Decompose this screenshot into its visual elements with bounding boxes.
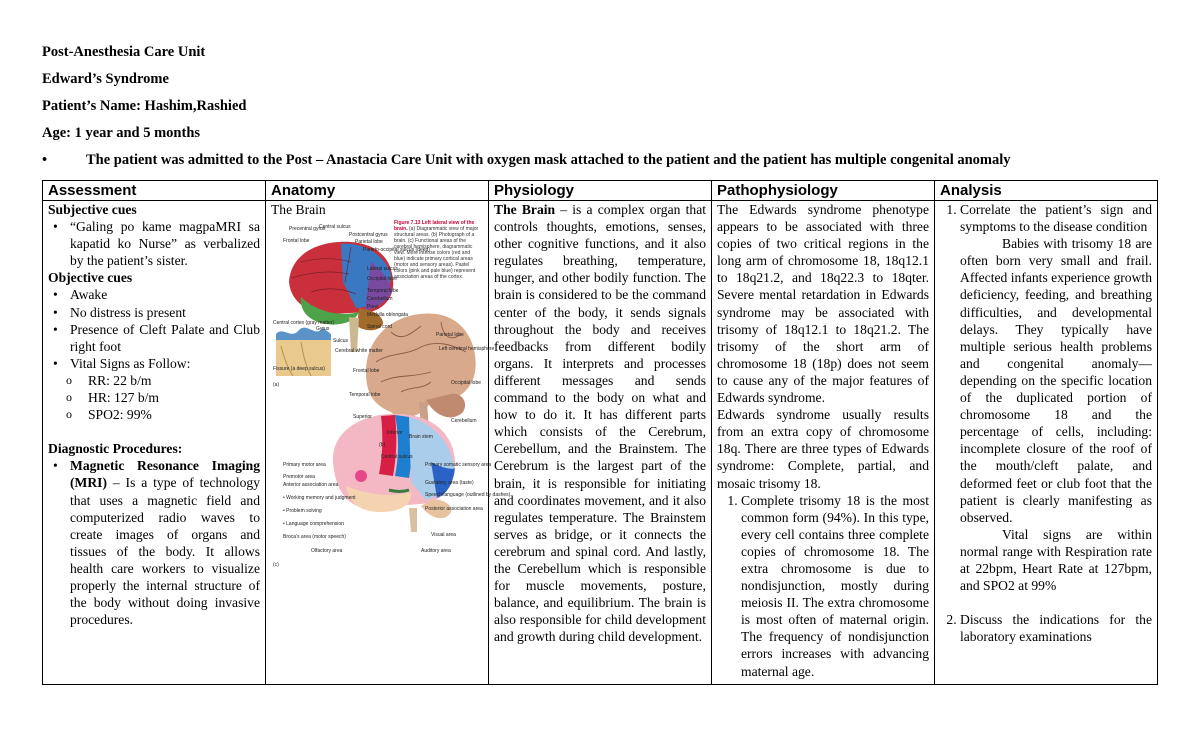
label: Temporal lobe bbox=[349, 392, 381, 399]
care-plan-table bbox=[42, 180, 1158, 685]
label: Visual area bbox=[431, 532, 456, 539]
label: Superior bbox=[353, 414, 372, 421]
pathophysiology-para1: The Edwards syndrome phenotype appears to be associated with three copies of two critical regions in the long arm of chromosome 18, 18q12.1 to 18q21.2, and 18q22.3 to 18qter. Severe mental retardation in Edwards syndrome may be associated with trisomy of 18q12.1 to 18q21.2. The trisomy of the short arm of chromosome 18 (18p) does not seem to cause any of the major features of Edwards syndrome. bbox=[717, 202, 929, 406]
brain-figure bbox=[271, 220, 511, 575]
mri-description: – Is a type of technology that uses a magnetic field and computerized radio waves to create images of organs and tissues of the body. It allows health care workers to visualize properly the internal structure of the body without doing invasive procedures. bbox=[70, 475, 260, 628]
anatomy-title: The Brain bbox=[271, 202, 326, 217]
header-assessment: Assessment bbox=[43, 181, 266, 201]
patient-name: Patient’s Name: Hashim,Rashied bbox=[42, 98, 247, 114]
label: Speech/language (outlined by dashes) bbox=[425, 492, 511, 499]
bullet-symbol: • bbox=[42, 152, 48, 168]
assessment-cell bbox=[43, 201, 266, 685]
label: • Working memory and judgment bbox=[283, 495, 356, 502]
label: Temporal lobe bbox=[367, 288, 399, 295]
label: Parietal lobe bbox=[436, 332, 464, 339]
label: Brain stem bbox=[409, 434, 433, 441]
label: Cerebellum bbox=[367, 296, 393, 303]
objective-cue: • Presence of Cleft Palate and Club right foot bbox=[70, 321, 260, 355]
table-row bbox=[43, 201, 1158, 685]
label: (c) bbox=[273, 562, 279, 569]
header-analysis: Analysis bbox=[935, 181, 1158, 201]
label: Occipital lobe bbox=[451, 380, 482, 387]
pathophysiology-item: 1. Complete trisomy 18 is the most common form (94%). In this type, every cell contains three complete copies of chromosome 18. The extra chromosome is due to nondisjunction, mostly during meiosis II. The extra chromosome is most often of maternal origin. The frequency of nondisjunction errors increases with advancing maternal age. bbox=[741, 492, 929, 680]
label: • Language comprehension bbox=[283, 521, 344, 528]
label: Parietal lobe bbox=[355, 239, 383, 246]
label: Pons bbox=[367, 304, 379, 311]
label: Frontal lobe bbox=[283, 238, 310, 245]
label: Auditory area bbox=[421, 548, 451, 555]
subjective-cue: • “Galing po kame magpaMRI sa kapatid ko Nurse” as verbalized by the patient’s sister. bbox=[70, 218, 260, 269]
header-anatomy: Anatomy bbox=[266, 181, 489, 201]
figure-caption-title: Figure 7.13 Left lateral view of the brain. bbox=[394, 220, 475, 233]
label: Central sulcus bbox=[381, 454, 413, 461]
label: Gustatory area (taste) bbox=[425, 480, 474, 487]
pathophysiology-para2: Edwards syndrome usually results from an extra copy of chromosome 18q. There are three types of Edwards syndrome: Complete, partial, and mosaic trisomy 18. bbox=[717, 407, 929, 491]
label: • Problem solving bbox=[283, 508, 322, 515]
objective-cue: • No distress is present bbox=[70, 304, 260, 321]
label: Posterior association area bbox=[425, 506, 483, 513]
pathophysiology-cell bbox=[712, 201, 935, 685]
label: Central cortex (gray matter) bbox=[273, 320, 335, 327]
admission-note bbox=[42, 152, 1011, 168]
diagnostic-title: Diagnostic Procedures: bbox=[48, 441, 183, 457]
subjective-title: Subjective cues bbox=[48, 202, 137, 217]
label: (b) bbox=[379, 442, 386, 449]
label: Fissure (a deep sulcus) bbox=[273, 366, 325, 373]
label: Central sulcus bbox=[319, 224, 351, 231]
anatomy-cell bbox=[266, 201, 511, 685]
analysis-para: Babies with trisomy 18 are often born very small and frail. Affected infants experience growth deficiency, feeding, and breathing difficulties, and developmental delays. They typically have multiple serious health problems and congenital anomaly—depending on the specific location of the duplicated portion of chromosome 18 and the percentage of cells, including: incomplete closure of the roof of the mouth/cleft palate, and deformed feet or club foot that the patient is clearly manifesting as observed. bbox=[960, 236, 1152, 525]
header-pathophysiology: Pathophysiology bbox=[712, 181, 935, 201]
label: Cerebral white matter bbox=[335, 348, 383, 355]
label: Precentral gyrus bbox=[289, 226, 326, 233]
mri-title: Magnetic Resonance Imaging (MRI) bbox=[70, 458, 260, 491]
patient-age: Age: 1 year and 5 months bbox=[42, 125, 201, 141]
physiology-description: – is a complex organ that controls thoughts, emotions, senses, other cognitive functions, and it also regulates breathing, temperature, hunger, and other bodily function. The brain is considered to be the command center of the body, it sends signals throughout the body and receives feedbacks from different bodily organs. It interprets and processes different messages and sends command to the body on what and how to do it. It has different parts which consists of the Cerebrum, Cerebellum, and the Brainstem. The Cerebrum is the largest part of the brain, it is responsible for initiating and coordinates movement, and it also regulates temperature. The Brainstem serves as bridge, or it connects the cerebrum and spinal cord. And lastly, the Cerebellum which is responsible for muscle movements, posture, balance, and equilibrium. The brain is also responsible for child development and growth during child development. bbox=[494, 202, 707, 645]
label: Occipital lobe bbox=[367, 276, 398, 283]
admission-note-text: The patient was admitted to the Post – Anastacia Care Unit with oxygen mask attached to the patient and the patient has multiple congenital anomaly bbox=[86, 152, 1011, 168]
brain-photo-b bbox=[366, 314, 476, 430]
label: Broca's area (motor speech) bbox=[283, 534, 346, 541]
objective-title: Objective cues bbox=[48, 270, 133, 286]
analysis-item-title: 1. Correlate the patient’s sign and symptoms to the disease condition bbox=[960, 202, 1152, 235]
vital-sign: o HR: 127 b/m bbox=[88, 389, 260, 406]
label: Spinal cord bbox=[367, 324, 393, 331]
label: Sulcus bbox=[333, 338, 349, 345]
figure-caption-text: (a) Diagrammatic view of major structural areas. (b) Photograph of a brain. (c) Functional areas of the cerebral hemisphere, diagrammatic view. More intense colors (red and blue) indicate primary cortical areas (motor and sensory areas). Pastel colors (pink and pale blue) represent association areas of the cortex. bbox=[394, 226, 479, 281]
physiology-term: The Brain bbox=[494, 202, 556, 217]
diagnosis-title: Edward’s Syndrome bbox=[42, 71, 169, 87]
header-physiology: Physiology bbox=[489, 181, 712, 201]
objective-cue: • Vital Signs as Follow: bbox=[70, 355, 260, 372]
label: Lateral sulcus bbox=[367, 266, 398, 273]
label: Anterior association area bbox=[283, 482, 339, 489]
physiology-cell bbox=[489, 201, 712, 685]
label: Cerebellum bbox=[451, 418, 477, 425]
label: Left cerebral hemisphere bbox=[439, 346, 495, 353]
label: Parieto-occipital sulcus (deep) bbox=[363, 247, 430, 254]
vital-sign: o RR: 22 b/m bbox=[88, 372, 260, 389]
label: Primary motor area bbox=[283, 462, 326, 469]
physiology-text bbox=[494, 201, 706, 645]
vital-sign: o SPO2: 99% bbox=[88, 406, 260, 423]
label: (a) bbox=[273, 382, 280, 389]
table-header-row bbox=[43, 181, 1158, 201]
label: Frontal lobe bbox=[353, 368, 380, 375]
objective-cue: • Awake bbox=[70, 286, 260, 303]
label: Postcentral gyrus bbox=[349, 232, 388, 239]
label: Gyrus bbox=[316, 326, 330, 333]
document-title: Post-Anesthesia Care Unit bbox=[42, 44, 206, 60]
label: Olfactory area bbox=[311, 548, 343, 555]
analysis-item bbox=[960, 611, 1152, 645]
analysis-item-title: 2. Discuss the indications for the laboratory examinations bbox=[960, 612, 1152, 645]
label: Premotor area bbox=[283, 474, 315, 481]
label: Primary somatic sensory area bbox=[425, 462, 492, 469]
label: Inferior bbox=[387, 430, 403, 437]
label: Medulla oblongata bbox=[367, 312, 408, 319]
analysis-cell bbox=[935, 201, 1158, 685]
analysis-item bbox=[960, 201, 1152, 611]
diagnostic-item bbox=[70, 457, 260, 628]
analysis-para: Vital signs are within normal range with Respiration rate at 22bpm, Heart Rate at 127bpm, and SPO2 at 99% bbox=[960, 526, 1152, 594]
